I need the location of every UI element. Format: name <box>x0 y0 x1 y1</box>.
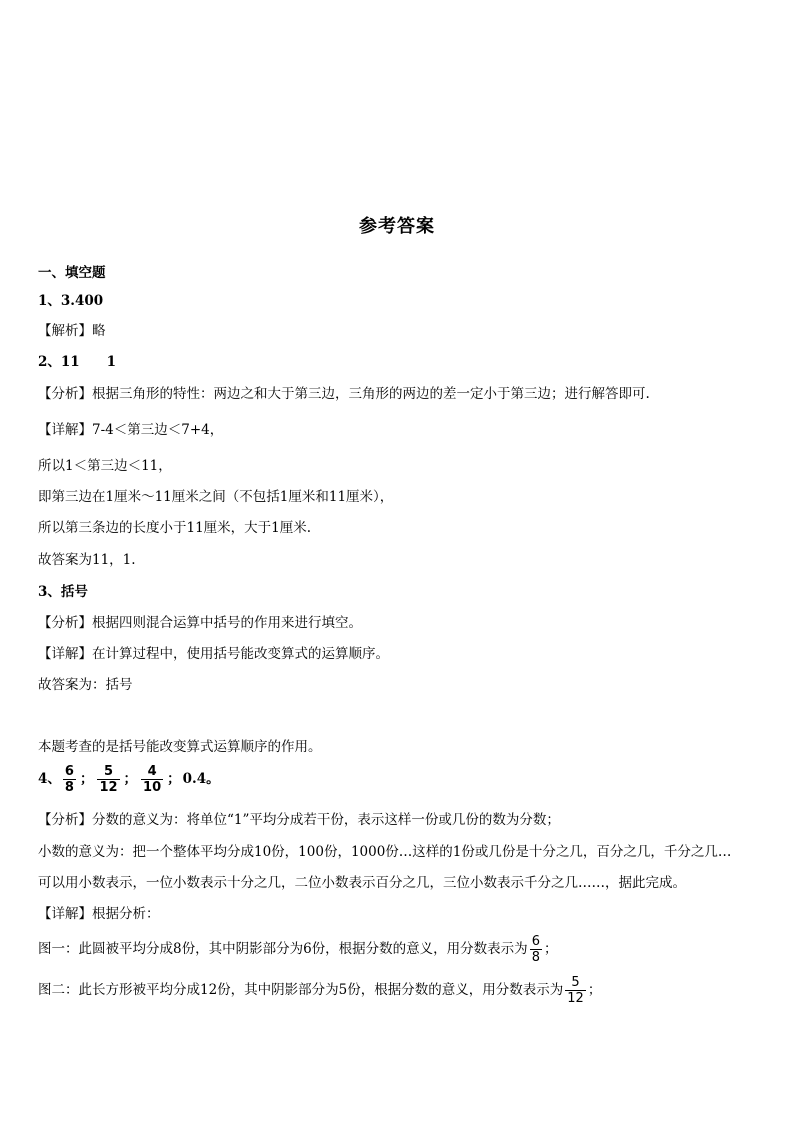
q1-answer: 1、3.400 <box>38 293 104 309</box>
q4-prefix: 4、 <box>38 771 61 787</box>
figure-2-end: ； <box>587 982 602 998</box>
q1-analysis: 【解析】略 <box>38 323 106 339</box>
answer-fraction-2 <box>97 764 119 795</box>
figure-2-fraction <box>565 975 586 1006</box>
q4-figure-2 <box>38 975 601 1006</box>
q4-analysis: 【分析】分数的意义为：将单位“1”平均分成若干份，表示这样一份或几份的数为分数； <box>38 812 560 828</box>
q2-analysis: 【分析】根据三角形的特性：两边之和大于第三边，三角形的两边的差一定小于第三边；进行解答即可. <box>38 386 650 402</box>
section-heading: 一、填空题 <box>38 265 106 281</box>
q4-tail: 0.4。 <box>182 771 220 787</box>
answer-fraction-3 <box>141 764 163 795</box>
q2-detail-1: 【详解】7-4＜第三边＜7+4， <box>38 422 224 438</box>
q4-detail: 【详解】根据分析： <box>38 906 160 922</box>
fraction-numerator: 5 <box>97 764 119 780</box>
q4-decimal-1: 小数的意义为：把一个整体平均分成10份，100份，1000份…这样的1份或几份是十分之几，百分之几，千分之几… <box>38 844 732 860</box>
figure-2-text: 图二：此长方形被平均分成12份，其中阴影部分为5份，根据分数的意义，用分数表示为 <box>38 982 564 998</box>
q3-answer: 3、括号 <box>38 584 88 600</box>
separator: ； <box>123 771 138 787</box>
q3-summary: 本题考查的是括号能改变算式运算顺序的作用。 <box>38 739 322 755</box>
q2-detail-4: 所以第三条边的长度小于11厘米，大于1厘米. <box>38 520 312 536</box>
q3-detail: 【详解】在计算过程中，使用括号能改变算式的运算顺序。 <box>38 646 389 662</box>
fraction-denominator: 10 <box>143 780 162 795</box>
fraction-denominator: 12 <box>567 991 584 1006</box>
fraction-numerator: 5 <box>565 975 586 991</box>
fraction-denominator: 8 <box>64 780 74 795</box>
fraction-numerator: 6 <box>64 764 74 779</box>
separator: ； <box>79 771 94 787</box>
q2-detail-3: 即第三边在1厘米～11厘米之间（不包括1厘米和11厘米）， <box>38 489 394 505</box>
q3-conclusion: 故答案为：括号 <box>38 677 133 693</box>
fraction-denominator: 8 <box>531 950 540 965</box>
answer-fraction-1 <box>63 764 76 795</box>
q4-figure-1 <box>38 934 557 965</box>
figure-1-fraction <box>530 934 542 965</box>
fraction-numerator: 4 <box>141 764 163 780</box>
q2-conclusion: 故答案为11，1. <box>38 552 136 568</box>
figure-1-end: ； <box>543 941 558 957</box>
fraction-numerator: 6 <box>531 934 540 949</box>
q2-answer: 2、11 1 <box>38 354 117 370</box>
separator: ； <box>167 771 181 787</box>
q3-analysis: 【分析】根据四则混合运算中括号的作用来进行填空。 <box>38 615 362 631</box>
fraction-denominator: 12 <box>99 780 118 795</box>
q4-answer <box>38 764 220 795</box>
page-title: 参考答案 <box>359 216 435 237</box>
q4-decimal-2: 可以用小数表示，一位小数表示十分之几，二位小数表示百分之几，三位小数表示千分之几……，据此完成。 <box>38 875 686 891</box>
q2-detail-2: 所以1＜第三边＜11， <box>38 458 172 474</box>
figure-1-text: 图一：此圆被平均分成8份，其中阴影部分为6份，根据分数的意义，用分数表示为 <box>38 941 528 957</box>
